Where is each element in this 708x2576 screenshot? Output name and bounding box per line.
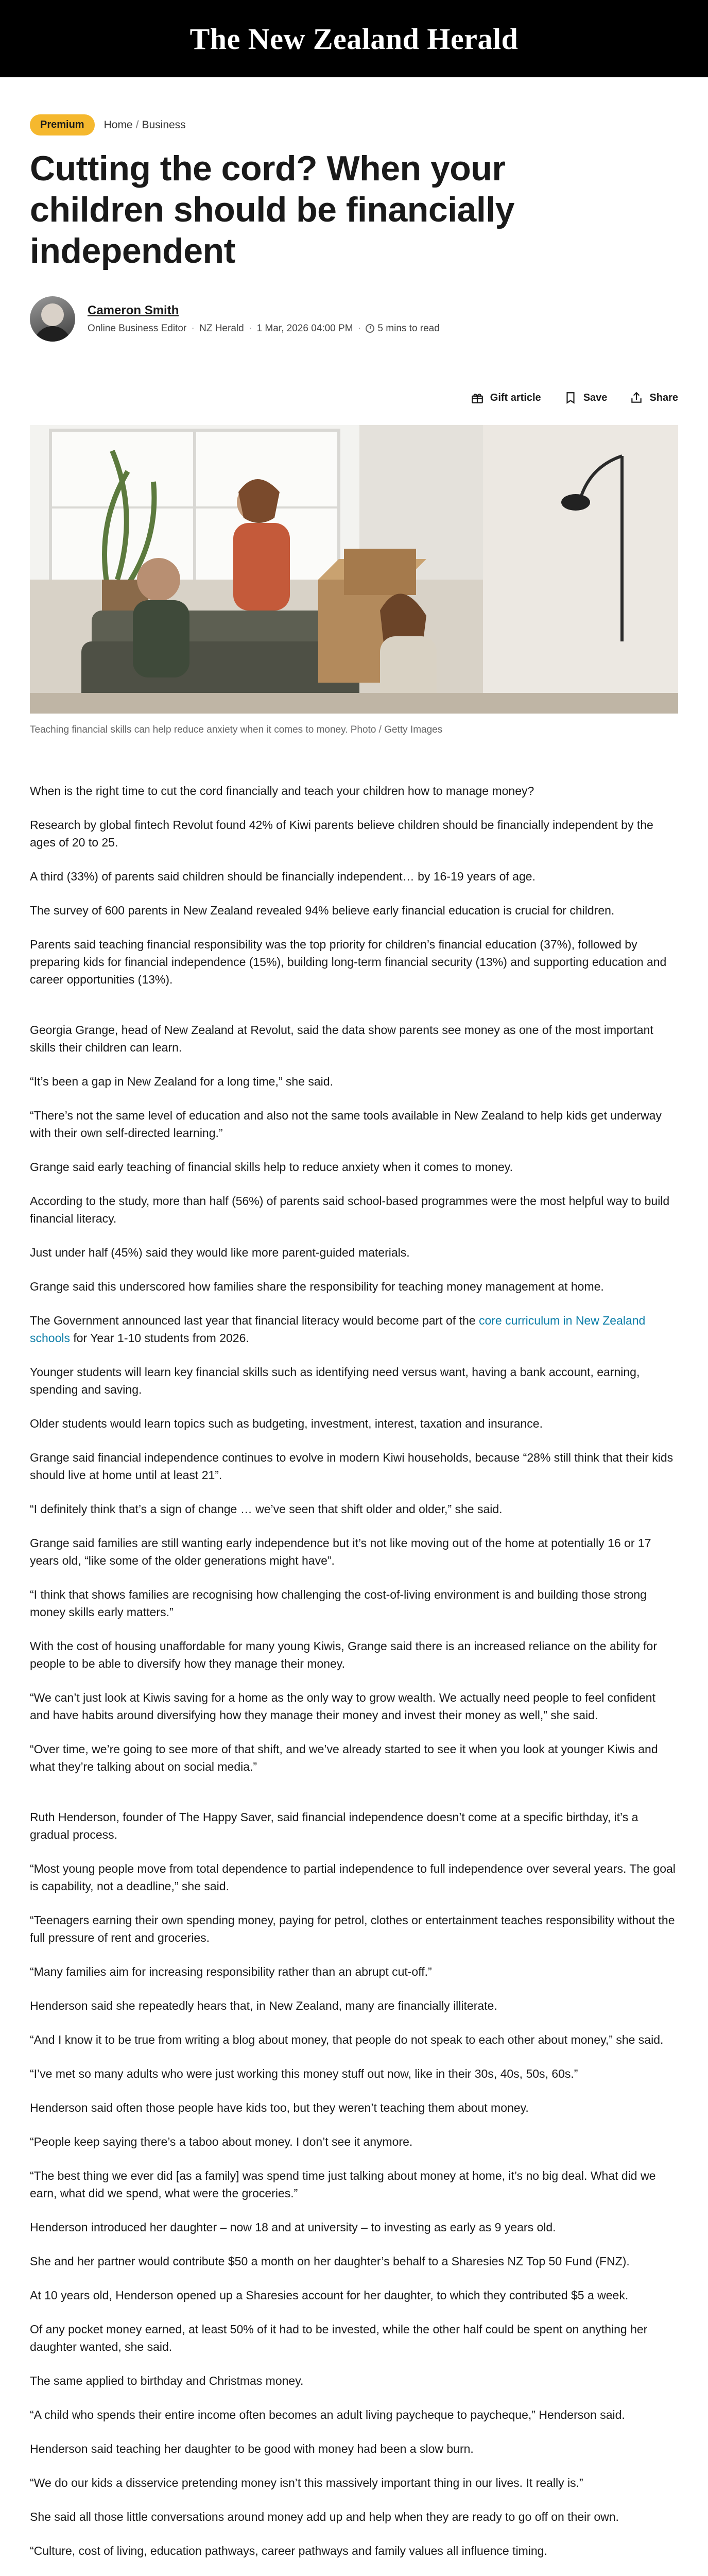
paragraph: “Most young people move from total dependence to partial independence to full independence over several years. The goal is capability, not a deadline,” she said. bbox=[30, 1862, 676, 1893]
share-label: Share bbox=[649, 392, 678, 403]
article-container bbox=[0, 114, 708, 2576]
paragraph: Research by global fintech Revolut found 42% of Kiwi parents believe children should be financially independent by the ages of 20 to 25. bbox=[30, 818, 653, 849]
paragraph: Grange said families are still wanting early independence but it’s not like moving out of the home at potentially 16 or 17 years old, “like some of the older generations might have”. bbox=[30, 1536, 651, 1567]
paragraph: Ruth Henderson, founder of The Happy Saver, said financial independence doesn’t come at a specific birthday, it’s a gradual process. bbox=[30, 1810, 638, 1841]
curriculum-link[interactable]: core curriculum in New Zealand schools bbox=[30, 1314, 646, 1345]
paragraph: “I’ve met so many adults who were just working this money stuff out now, like in their 30s, 40s, 50s, 60s.” bbox=[30, 2067, 578, 2080]
paragraph: She said all those little conversations around money add up and help when they are ready to go off on their own. bbox=[30, 2510, 619, 2523]
author-info bbox=[88, 303, 440, 334]
article-body bbox=[30, 782, 678, 2576]
paragraph: “I think that shows families are recognising how challenging the cost-of-living environment is and building those strong money skills early matters.” bbox=[30, 1588, 647, 1619]
paragraph: Henderson said teaching her daughter to be good with money had been a slow burn. bbox=[30, 2442, 474, 2455]
paragraph-with-link bbox=[30, 1312, 678, 1347]
clock-icon bbox=[366, 324, 374, 333]
paragraph: “Over time, we’re going to see more of that shift, and we’ve already started to see it when you look at younger Kiwis and what they’re talking about on social media.” bbox=[30, 1742, 658, 1773]
breadcrumb-home[interactable]: Home bbox=[103, 118, 133, 131]
paragraph: The same applied to birthday and Christmas money. bbox=[30, 2374, 304, 2387]
paragraph: Henderson introduced her daughter – now 18 and at university – to investing as early as 9 years old. bbox=[30, 2221, 556, 2234]
bookmark-icon bbox=[564, 391, 577, 404]
read-time: 5 mins to read bbox=[377, 323, 440, 334]
gift-icon bbox=[471, 391, 484, 404]
meta-separator: · bbox=[248, 323, 252, 334]
paragraph: Grange said this underscored how families share the responsibility for teaching money management at home. bbox=[30, 1280, 604, 1293]
save-label: Save bbox=[583, 392, 608, 403]
paragraph: “It’s been a gap in New Zealand for a long time,” she said. bbox=[30, 1075, 333, 1088]
hero-image bbox=[30, 425, 678, 714]
hero-caption: Teaching financial skills can help reduce anxiety when it comes to money. Photo / Getty Images bbox=[30, 724, 443, 735]
paragraph: Henderson said she repeatedly hears that, in New Zealand, many are financially illiterate. bbox=[30, 1999, 497, 2012]
author-role: Online Business Editor bbox=[88, 323, 187, 334]
paragraph: Younger students will learn key financial skills such as identifying need versus want, having a bank account, earning, spending and saving. bbox=[30, 1365, 640, 1396]
breadcrumb-trail bbox=[104, 119, 186, 131]
paragraph: Older students would learn topics such as budgeting, investment, interest, taxation and insurance. bbox=[30, 1417, 543, 1430]
paragraph: “We do our kids a disservice pretending money isn’t this massively important thing in our lives. It really is.” bbox=[30, 2476, 583, 2489]
paragraph: “Teenagers earning their own spending money, paying for petrol, clothes or entertainment teaches responsibility without the full pressure of rent and groceries. bbox=[30, 1913, 675, 1944]
paragraph: A third (33%) of parents said children should be financially independent… by 16-19 years of age. bbox=[30, 870, 536, 883]
breadcrumb-business[interactable]: Business bbox=[142, 118, 186, 131]
paragraph: Georgia Grange, head of New Zealand at Revolut, said the data show parents see money as one of the most important skills their children can learn. bbox=[30, 1023, 653, 1054]
breadcrumb bbox=[30, 114, 678, 135]
paragraph: Grange said early teaching of financial skills help to reduce anxiety when it comes to money. bbox=[30, 1160, 513, 1174]
paragraph: “And I know it to be true from writing a blog about money, that people do not speak to each other about money,” she said. bbox=[30, 2033, 664, 2046]
paragraph-text: The Government announced last year that financial literacy would become part of the bbox=[30, 1314, 479, 1327]
page-title: Cutting the cord? When your children should be financially independent bbox=[30, 149, 514, 270]
paragraph: She and her partner would contribute $50 a month on her daughter’s behalf to a Sharesies NZ Top 50 Fund (FNZ). bbox=[30, 2255, 630, 2268]
paragraph: “The best thing we ever did [as a family] was spend time just talking about money at home, it’s no big deal. What did we earn, what did we spend, what were the groceries.” bbox=[30, 2169, 656, 2200]
publish-date: 1 Mar, 2026 04:00 PM bbox=[256, 323, 353, 334]
paragraph: “There’s not the same level of education and also not the same tools available in New Zealand to help kids get underway with their own self-directed learning.” bbox=[30, 1109, 662, 1140]
author-name-link[interactable]: Cameron Smith bbox=[88, 303, 179, 317]
share-button[interactable] bbox=[630, 391, 678, 404]
premium-badge: Premium bbox=[30, 114, 95, 135]
site-logo[interactable]: The New Zealand Herald bbox=[189, 22, 519, 56]
gift-article-label: Gift article bbox=[490, 392, 541, 403]
paragraph: “Many families aim for increasing responsibility rather than an abrupt cut-off.” bbox=[30, 1965, 432, 1978]
paragraph: With the cost of housing unaffordable for many young Kiwis, Grange said there is an increased reliance on the ability for people to be able to diversify how they manage their money. bbox=[30, 1639, 657, 1670]
paragraph: “A child who spends their entire income often becomes an adult living paycheque to paycheque,” Henderson said. bbox=[30, 2408, 625, 2421]
paragraph: “Culture, cost of living, education pathways, career pathways and family values all influence timing. bbox=[30, 2544, 547, 2557]
meta-separator: · bbox=[191, 323, 195, 334]
paragraph-text: for Year 1-10 students from 2026. bbox=[70, 1331, 249, 1345]
paragraph: “We can’t just look at Kiwis saving for a home as the only way to grow wealth. We actually need people to feel confident and have habits around diversifying how they manage their money and invest their money as well,” she said. bbox=[30, 1691, 655, 1722]
family-photo-illustration bbox=[30, 425, 678, 714]
byline bbox=[30, 296, 678, 342]
paragraph: Parents said teaching financial responsibility was the top priority for children’s financial education (37%), followed by preparing kids for financial independence (15%), building long-term financial security (13%) and supporting education and career opportunities (13%). bbox=[30, 938, 667, 986]
breadcrumb-separator: / bbox=[135, 118, 139, 131]
paragraph: Just under half (45%) said they would like more parent-guided materials. bbox=[30, 1246, 410, 1259]
author-outlet: NZ Herald bbox=[199, 323, 244, 334]
paragraph: Grange said financial independence continues to evolve in modern Kiwi households, because “28% still think that their kids should live at home until at least 21”. bbox=[30, 1451, 674, 1482]
save-button[interactable] bbox=[564, 391, 608, 404]
masthead bbox=[0, 0, 708, 77]
meta-separator: · bbox=[357, 323, 361, 334]
paragraph: When is the right time to cut the cord financially and teach your children how to manage money? bbox=[30, 784, 534, 798]
paragraph: The survey of 600 parents in New Zealand revealed 94% believe early financial education is crucial for children. bbox=[30, 904, 615, 917]
paragraph: Henderson said often those people have kids too, but they weren’t teaching them about money. bbox=[30, 2101, 529, 2114]
paragraph: According to the study, more than half (56%) of parents said school-based programmes were the most helpful way to build financial literacy. bbox=[30, 1194, 670, 1225]
paragraph: “I definitely think that’s a sign of change … we’ve seen that shift older and older,” she said. bbox=[30, 1502, 503, 1516]
paragraph: “People keep saying there’s a taboo about money. I don’t see it anymore. bbox=[30, 2135, 413, 2148]
gift-article-button[interactable] bbox=[471, 391, 541, 404]
paragraph: At 10 years old, Henderson opened up a Sharesies account for her daughter, to which they contributed $5 a week. bbox=[30, 2289, 629, 2302]
paragraph: Of any pocket money earned, at least 50% of it had to be invested, while the other half could be spent on anything her daughter wanted, she said. bbox=[30, 2323, 648, 2353]
article-actions bbox=[30, 391, 678, 404]
author-avatar[interactable] bbox=[30, 296, 75, 342]
author-meta bbox=[88, 323, 440, 334]
share-icon bbox=[630, 391, 643, 404]
